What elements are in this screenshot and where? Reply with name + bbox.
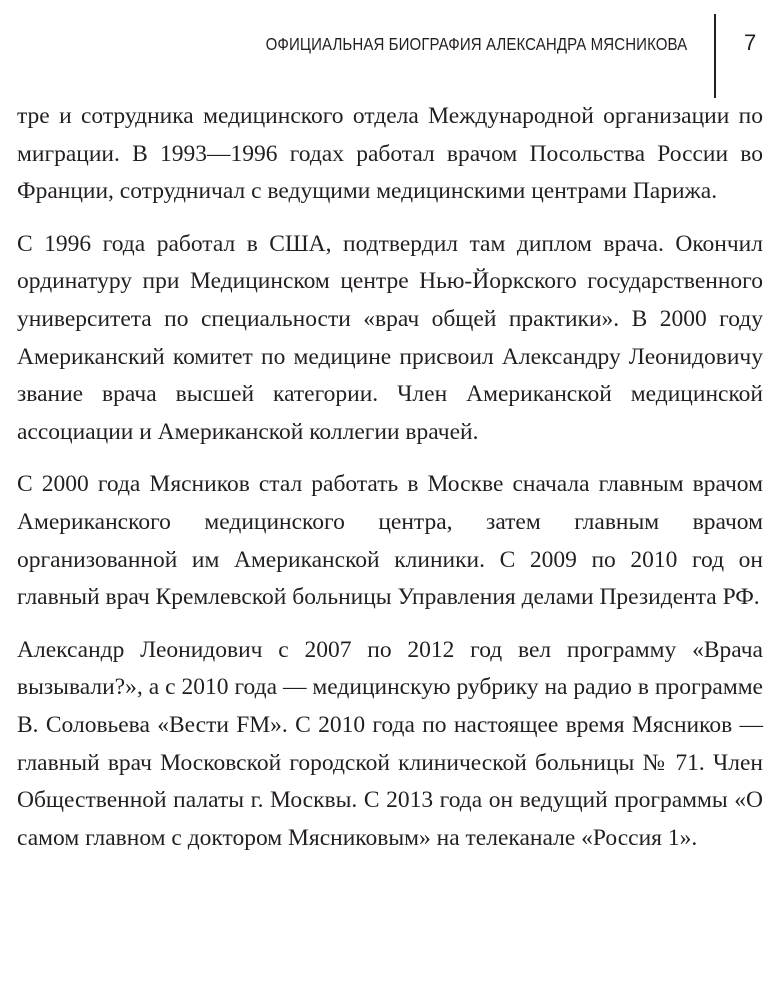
running-header bbox=[0, 26, 775, 72]
running-title: ОФИЦИАЛЬНАЯ БИОГРАФИЯ АЛЕКСАНДРА МЯСНИКОВА bbox=[265, 34, 687, 54]
paragraph: С 1996 года работал в США, подтвердил там диплом врача. Окончил ординатуру при Медицинском центре Нью-Йоркского государственного университета по специальности «врач общей практики». В 2000 году Американский комитет по медицине присвоил Александру Леонидовичу звание врача высшей категории. Член Американской медицинской ассоциации и Американской коллегии врачей. bbox=[17, 230, 763, 445]
body-text bbox=[17, 98, 763, 872]
paragraph: Александр Леонидович с 2007 по 2012 год вел программу «Врача вызывали?», а с 2010 года — медицинскую рубрику на радио в программе В. Соловьева «Вести FM». С 2010 года по настоящее время Мясников — главный врач Московской городской клинической больницы № 71. Член Общественной палаты г. Москвы. С 2013 года он ведущий программы «О самом главном с доктором Мясниковым» на телеканале «Россия 1». bbox=[17, 636, 763, 851]
paragraph: С 2000 года Мясников стал работать в Москве сначала главным врачом Американского медицинского центра, затем главным врачом организованной им Американской клиники. С 2009 по 2010 год он главный врач Кремлевской больницы Управления делами Президента РФ. bbox=[17, 471, 763, 611]
paragraph: тре и сотрудника медицинского отдела Международной организации по миграции. В 1993—1996 годах работал врачом Посольства России во Франции, сотрудничал с ведущими медицинскими центрами Парижа. bbox=[17, 103, 763, 205]
page-number: 7 bbox=[744, 30, 757, 55]
header-divider bbox=[714, 14, 716, 98]
